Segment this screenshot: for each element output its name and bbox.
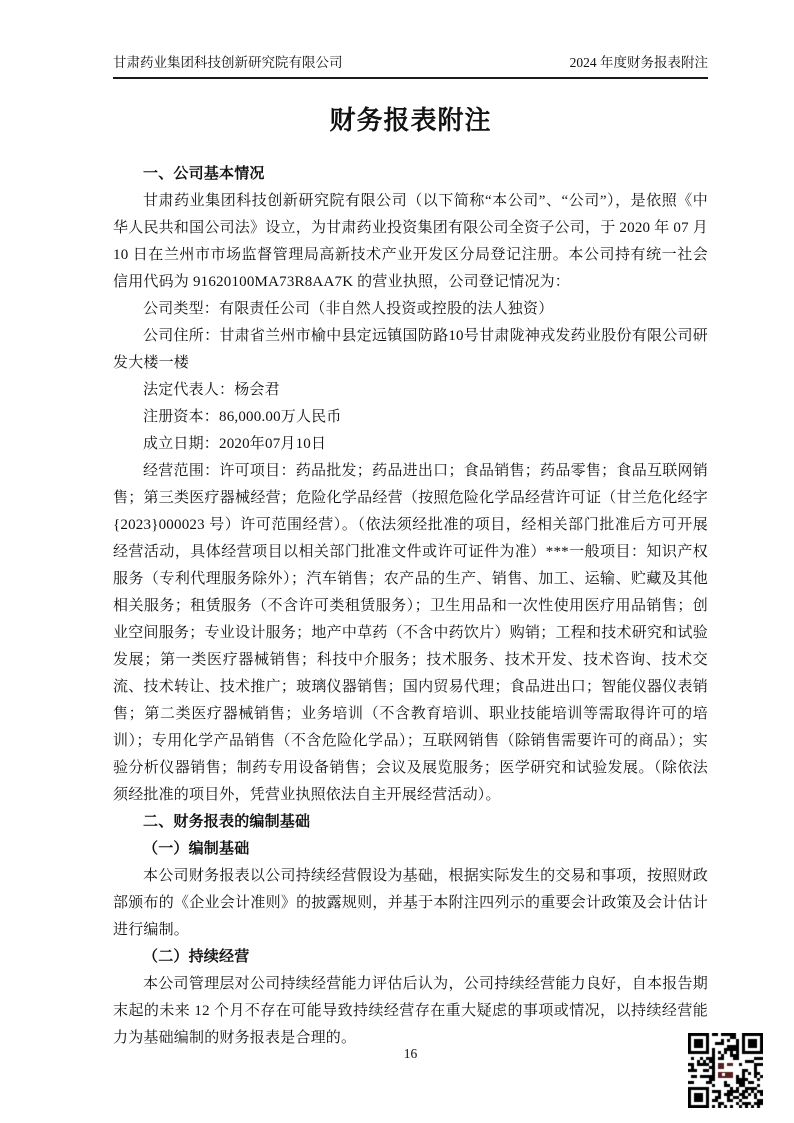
paragraph-preparation-basis: 本公司财务报表以公司持续经营假设为基础，根据实际发生的交易和事项，按照财政部颁布的《企业会计准则》的披露规则，并基于本附注四列示的重要会计政策及会计估计进行编制。 bbox=[113, 868, 708, 938]
paragraph-company-intro: 甘肃药业集团科技创新研究院有限公司（以下简称“本公司”、“公司”），是依照《中华人民共和国公司法》设立，为甘肃药业投资集团有限公司全资子公司，于 2020 年 07 月 10 日在兰州市市场监督管理局高新技术产业开发区分局登记注册。本公司持有统一社会信用代码为 91620100MA73R8AA7K 的营业执照，公司登记情况为： bbox=[113, 193, 708, 290]
paragraph-going-concern: 本公司管理层对公司持续经营能力评估后认为，公司持续经营能力良好，自本报告期末起的未来 12 个月不存在可能导致持续经营存在重大疑虑的事项或情况，以持续经营能力为基础编制的财务报表是合理的。 bbox=[113, 976, 708, 1046]
section-heading-company-basic-info: 一、公司基本情况 bbox=[143, 166, 265, 182]
document-body bbox=[113, 161, 708, 1052]
paragraph-company-address: 公司住所：甘肃省兰州市榆中县定远镇国防路10号甘肃陇神戎发药业股份有限公司研发大楼一楼 bbox=[113, 328, 708, 371]
subsection-heading-going-concern: （二）持续经营 bbox=[143, 949, 250, 965]
paragraph-company-type: 公司类型：有限责任公司（非自然人投资或控股的法人独资） bbox=[143, 301, 554, 317]
header-report-label: 2024 年度财务报表附注 bbox=[569, 55, 708, 70]
document-title: 财务报表附注 bbox=[329, 106, 492, 135]
paragraph-registered-capital: 注册资本：86,000.00万人民币 bbox=[143, 409, 342, 425]
header-company-name: 甘肃药业集团科技创新研究院有限公司 bbox=[113, 55, 343, 70]
paragraph-legal-representative: 法定代表人：杨会君 bbox=[143, 382, 280, 398]
subsection-heading-basis: （一）编制基础 bbox=[143, 841, 250, 857]
page-number: 16 bbox=[403, 1046, 418, 1061]
paragraph-establishment-date: 成立日期：2020年07月10日 bbox=[143, 436, 327, 452]
page-header bbox=[113, 0, 708, 79]
section-heading-preparation-basis: 二、财务报表的编制基础 bbox=[143, 814, 311, 830]
paragraph-business-scope: 经营范围：许可项目：药品批发；药品进出口；食品销售；药品零售；食品互联网销售；第三类医疗器械经营；危险化学品经营（按照危险化学品经营许可证（甘兰危化经字{2023}000023 号）许可范围经营）。（依法须经批准的项目，经相关部门批准后方可开展经营活动，具体经营项目以相关部门批准文件或许可证件为准）***一般项目：知识产权服务（专利代理服务除外）；汽车销售；农产品的生产、销售、加工、运输、贮藏及其他相关服务；租赁服务（不含许可类租赁服务）；卫生用品和一次性使用医疗用品销售；创业空间服务；专业设计服务；地产中草药（不含中药饮片）购销；工程和技术研究和试验发展；第一类医疗器械销售；科技中介服务；技术服务、技术开发、技术咨询、技术交流、技术转让、技术推广；玻璃仪器销售；国内贸易代理；食品进出口；智能仪器仪表销售；第二类医疗器械销售；业务培训（不含教育培训、职业技能培训等需取得许可的培训）；专用化学产品销售（不含危险化学品）；互联网销售（除销售需要许可的商品）；实验分析仪器销售；制药专用设备销售；会议及展览服务；医学研究和试验发展。（除依法须经批准的项目外，凭营业执照依法自主开展经营活动）。 bbox=[113, 463, 708, 803]
qr-code-icon bbox=[688, 1033, 763, 1108]
